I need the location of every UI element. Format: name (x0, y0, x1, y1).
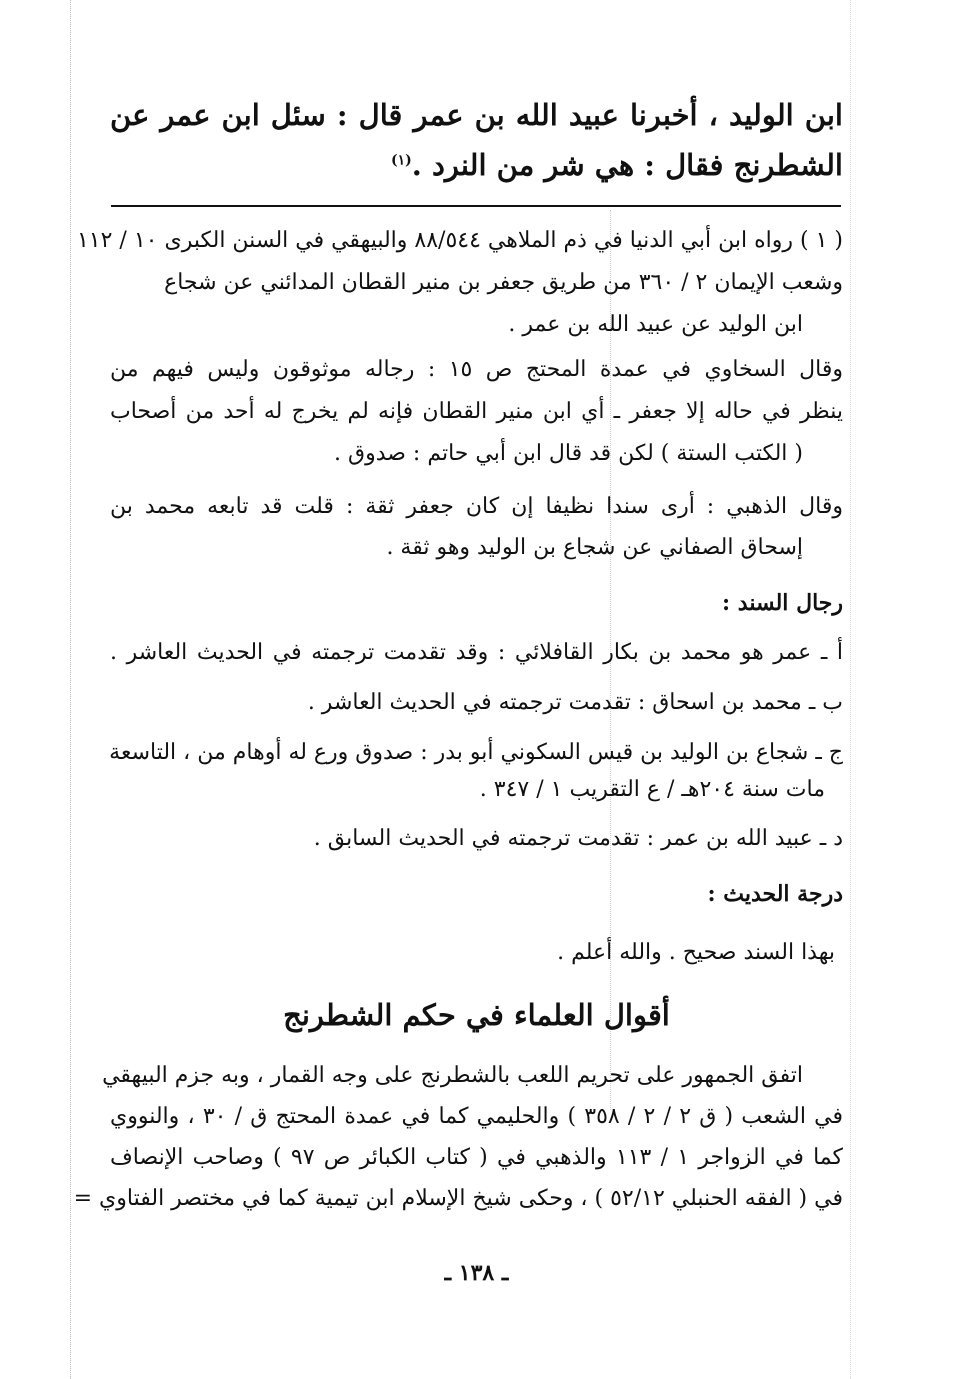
hadith-grade-heading: درجة الحديث : (707, 881, 843, 907)
scan-fold-mark (850, 0, 851, 1379)
narrators-heading: رجال السند : (722, 590, 843, 616)
footnote-line: وقال السخاوي في عمدة المحتج ص ١٥ : رجاله موثوقون وليس فيهم من (110, 357, 843, 382)
footnote-line: ينظر في حاله إلا جعفر ـ أي ابن منير القطان فإنه لم يخرج له أحد من أصحاب (110, 399, 843, 424)
narrator-item-a: أ ـ عمر هو محمد بن بكار القافلائي : وقد تقدمت ترجمته في الحديث العاشر . (110, 640, 843, 665)
main-text-line-2-text: الشطرنج فقال : هي شر من النرد . (411, 148, 843, 182)
footnote-separator-rule (111, 205, 841, 207)
narrator-item-c: ج ـ شجاع بن الوليد بن قيس السكوني أبو بدر : صدوق ورع له أوهام من ، التاسعة (109, 740, 843, 765)
footnote-line: ( ١ ) رواه ابن أبي الدنيا في ذم الملاهي ٨٨/٥٤٤ والبيهقي في السنن الكبرى ١٠ / ١١٢ (76, 228, 843, 253)
narrator-item-c-continuation: مات سنة ٢٠٤هـ / ع التقريب ١ / ٣٤٧ . (479, 777, 825, 802)
section-paragraph-line: في ( الفقه الحنبلي ٥٢/١٢ ) ، وحكى شيخ الإسلام ابن تيمية كما في مختصر الفتاوي = (73, 1186, 843, 1211)
footnote-line: إسحاق الصفاني عن شجاع بن الوليد وهو ثقة . (386, 535, 803, 560)
footnote-line: وقال الذهبي : أرى سندا نظيفا إن كان جعفر ثقة : قلت قد تابعه محمد بن (110, 494, 843, 519)
scan-fold-mark (70, 0, 71, 1379)
section-paragraph-line: في الشعب ( ق ٢ / ٢ / ٣٥٨ ) والحليمي كما في عمدة المحتج ق / ٣٠ ، والنووي (110, 1104, 844, 1129)
footnote-line: ابن الوليد عن عبيد الله بن عمر . (508, 312, 803, 337)
footnote-line: ( الكتب الستة ) لكن قد قال ابن أبي حاتم : صدوق . (334, 441, 803, 466)
hadith-grade-text: بهذا السند صحيح . والله أعلم . (557, 940, 835, 965)
main-text-line-1: ابن الوليد ، أخبرنا عبيد الله بن عمر قال : سئل ابن عمر عن (110, 98, 843, 132)
page-number: ـ ١٣٨ ـ (444, 1260, 509, 1286)
main-text-line-2 (110, 148, 843, 182)
narrator-item-b: ب ـ محمد بن اسحاق : تقدمت ترجمته في الحديث العاشر . (307, 690, 843, 715)
section-paragraph-line: كما في الزواجر ١ / ١١٣ والذهبي في ( كتاب الكبائر ص ٩٧ ) وصاحب الإنصاف (110, 1145, 843, 1170)
section-title: أقوال العلماء في حكم الشطرنج (283, 998, 670, 1032)
narrator-item-d: د ـ عبيد الله بن عمر : تقدمت ترجمته في الحديث السابق . (313, 826, 843, 851)
section-paragraph-line: اتفق الجمهور على تحريم اللعب بالشطرنج على وجه القمار ، وبه جزم البيهقي (102, 1063, 803, 1088)
footnote-line: وشعب الإيمان ٢ / ٣٦٠ من طريق جعفر بن منير القطان المدائني عن شجاع (164, 270, 843, 295)
footnote-marker: (١) (391, 152, 412, 169)
